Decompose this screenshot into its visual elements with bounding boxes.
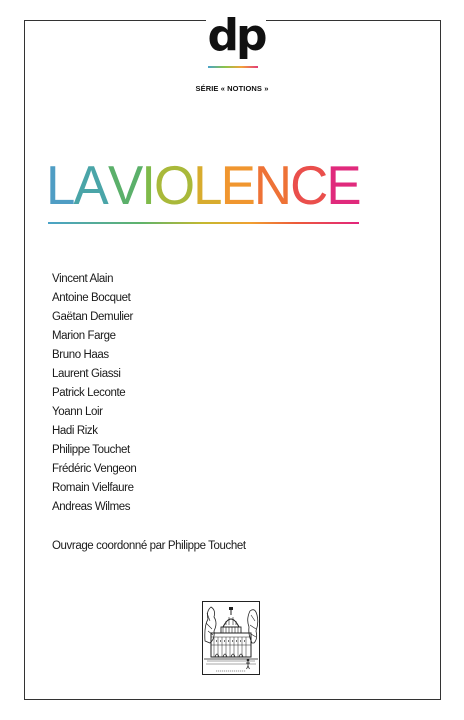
author-name: Romain Vielfaure <box>52 482 134 494</box>
title-letter: V <box>107 154 142 216</box>
title-letter: L <box>193 154 221 216</box>
title-letter: C <box>290 154 327 216</box>
title-letter: L <box>46 154 74 216</box>
title-letter: N <box>253 154 291 216</box>
author-name: Vincent Alain <box>52 273 114 285</box>
author-name: Antoine Bocquet <box>52 292 131 304</box>
title-letter: I <box>141 154 155 216</box>
book-title <box>46 152 360 218</box>
author-list <box>52 270 136 517</box>
author-name: Patrick Leconte <box>52 387 126 399</box>
building-engraving-icon <box>202 601 260 675</box>
author-name: Philippe Touchet <box>52 444 130 456</box>
author-name: Marion Farge <box>52 330 116 342</box>
author-name: Frédéric Vengeon <box>52 463 137 475</box>
author-name: Hadi Rizk <box>52 425 98 437</box>
author-name: Andreas Wilmes <box>52 501 131 513</box>
title-letter: O <box>154 154 194 216</box>
author-name: Yoann Loir <box>52 406 103 418</box>
author-name: Gaëtan Demulier <box>52 311 133 323</box>
publisher-logo: dp <box>207 10 265 61</box>
author-name: Laurent Giassi <box>52 368 121 380</box>
title-letter: E <box>220 154 254 216</box>
logo-color-bar <box>208 66 258 68</box>
author-name: Bruno Haas <box>52 349 109 361</box>
series-label: SÉRIE « NOTIONS » <box>195 84 269 93</box>
title-color-bar <box>48 222 359 224</box>
coordinator-credit: Ouvrage coordonné par Philippe Touchet <box>52 540 246 552</box>
title-letter: E <box>326 154 360 216</box>
title-letter: A <box>73 154 107 216</box>
